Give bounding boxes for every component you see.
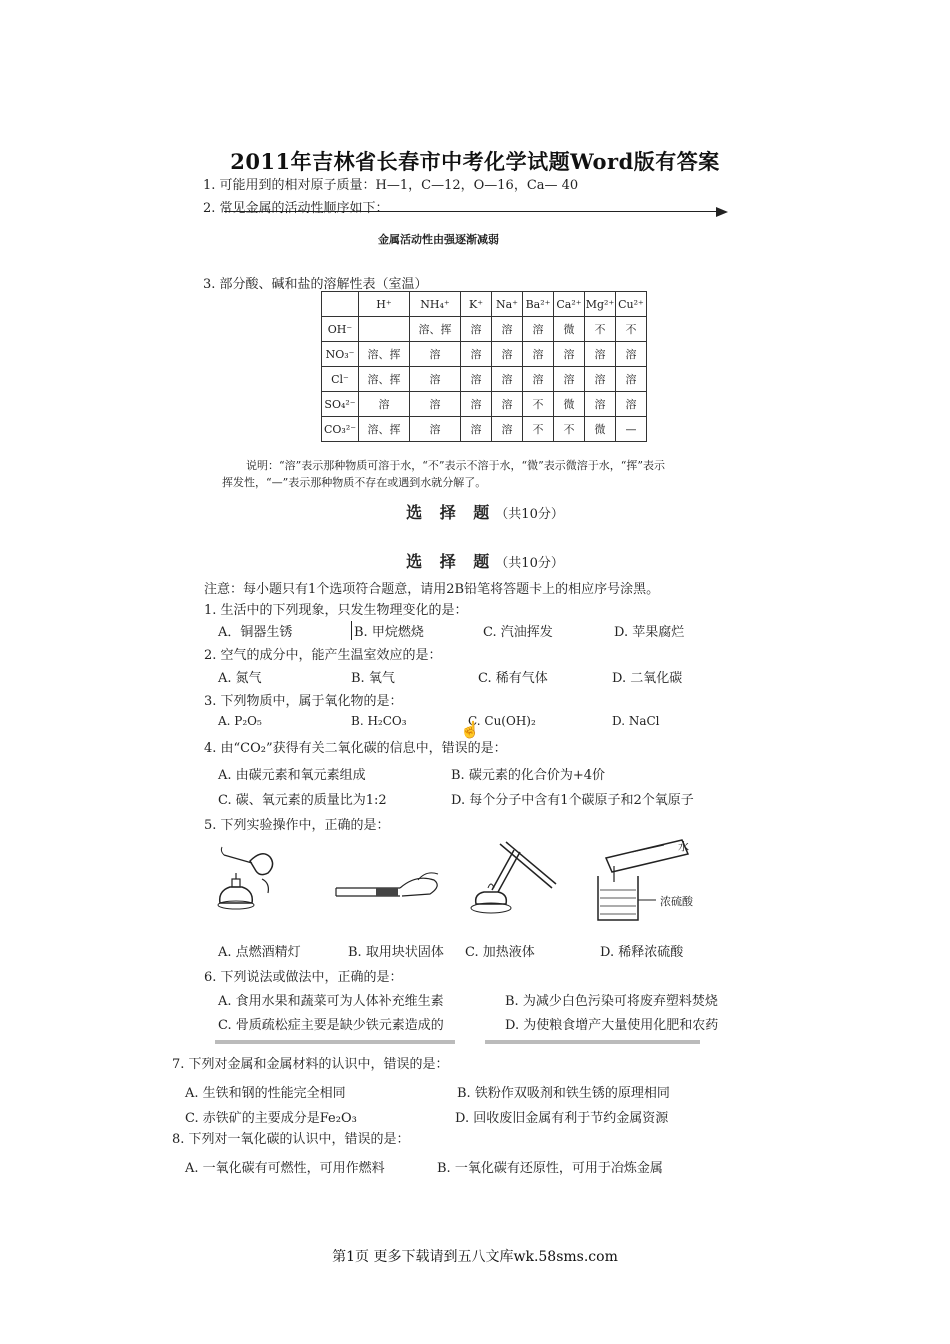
question-stem: 4. 由“CO₂”获得有关二氧化碳的信息中，错误的是： xyxy=(204,741,507,756)
section-score: （共10分） xyxy=(495,556,564,571)
table-cell xyxy=(359,317,410,342)
page-title: 2011年吉林省长春市中考化学试题Word版有答案 xyxy=(230,149,720,174)
table-cell: 溶、挥 xyxy=(359,417,410,442)
table-cell: 不 xyxy=(523,417,554,442)
table-cell: 溶 xyxy=(616,392,647,417)
table-cell: 不 xyxy=(523,392,554,417)
table-cell: 溶、挥 xyxy=(359,342,410,367)
solid-tube-figure xyxy=(330,860,450,905)
table-cell: CO₃²⁻ xyxy=(322,417,359,442)
table-cell: 不 xyxy=(585,317,616,342)
hand-cursor-icon: ☝ xyxy=(460,720,480,739)
table-cell: 溶 xyxy=(616,342,647,367)
section-title: 选 择 题 xyxy=(406,552,496,571)
option: A. 生铁和钢的性能完全相同 xyxy=(185,1086,346,1101)
table-cell: 溶 xyxy=(359,392,410,417)
scan-smudge xyxy=(215,1040,455,1044)
table-cell: 溶 xyxy=(554,342,585,367)
table-cell: 溶 xyxy=(461,317,492,342)
table-cell: 溶 xyxy=(492,417,523,442)
option: D. 回收废旧金属有利于节约金属资源 xyxy=(455,1111,669,1126)
section-title: 选 择 题 xyxy=(406,503,496,522)
option: B. 一氧化碳有还原性，可用于冶炼金属 xyxy=(437,1161,663,1176)
question-stem: 2. 空气的成分中，能产生温室效应的是： xyxy=(204,648,442,663)
solubility-table xyxy=(321,291,647,442)
section-score: （共10分） xyxy=(495,507,564,522)
table-row xyxy=(322,342,647,367)
question-stem: 8. 下列对一氧化碳的认识中，错误的是： xyxy=(172,1132,410,1147)
table-header-row xyxy=(322,292,647,317)
option: B. 取用块状固体 xyxy=(348,945,444,960)
table-cell: 溶 xyxy=(585,367,616,392)
table-cell: 不 xyxy=(616,317,647,342)
table-note-line1: 说明：“溶”表示那种物质可溶于水，“不”表示不溶于水，“微”表示微溶于水，“挥”表示 xyxy=(246,459,665,472)
table-note-line2: 挥发性，“—”表示那种物质不存在或遇到水就分解了。 xyxy=(222,476,487,489)
heating-liquid-figure xyxy=(460,838,560,923)
table-cell: H⁺ xyxy=(359,292,410,317)
option: A．铜器生锈 xyxy=(218,625,293,640)
table-cell: SO₄²⁻ xyxy=(322,392,359,417)
table-cell: Na⁺ xyxy=(492,292,523,317)
option: C. 稀有气体 xyxy=(478,671,548,686)
option: A. 一氧化碳有可燃性，可用作燃料 xyxy=(185,1161,385,1176)
table-cell: 溶 xyxy=(461,392,492,417)
option: D. 每个分子中含有1个碳原子和2个氧原子 xyxy=(451,793,694,808)
option: B. 氧气 xyxy=(351,671,395,686)
option: A. 由碳元素和氧元素组成 xyxy=(218,768,366,783)
note-atomic-mass: 1. 可能用到的相对原子质量：H—1，C—12，O—16，Ca— 40 xyxy=(203,178,579,193)
table-cell: 溶 xyxy=(461,417,492,442)
option: B. H₂CO₃ xyxy=(351,714,407,728)
note-solubility: 3. 部分酸、碱和盐的溶解性表（室温） xyxy=(203,277,428,292)
table-row xyxy=(322,417,647,442)
option: C. 加热液体 xyxy=(465,945,535,960)
table-cell: OH⁻ xyxy=(322,317,359,342)
option: D. 苹果腐烂 xyxy=(614,625,685,640)
arrow-label: 金属活动性由强逐渐减弱 xyxy=(378,233,499,246)
table-cell: 溶 xyxy=(410,392,461,417)
table-cell: Mg²⁺ xyxy=(585,292,616,317)
table-cell: 溶 xyxy=(492,317,523,342)
table-cell: 溶 xyxy=(523,342,554,367)
table-cell: 溶 xyxy=(410,367,461,392)
table-cell: 溶、挥 xyxy=(410,317,461,342)
section-heading xyxy=(0,500,950,523)
option: B. 为减少白色污染可将废弃塑料焚烧 xyxy=(505,994,718,1009)
table-row xyxy=(322,392,647,417)
table-cell: 溶 xyxy=(492,367,523,392)
option: C. Cu(OH)₂ xyxy=(468,714,536,728)
question-stem: 5. 下列实验操作中，正确的是： xyxy=(204,818,390,833)
question-stem: 7. 下列对金属和金属材料的认识中，错误的是： xyxy=(172,1057,449,1072)
table-cell: 溶 xyxy=(410,342,461,367)
table-cell: 溶 xyxy=(523,317,554,342)
option: D. 为使粮食增产大量使用化肥和农药 xyxy=(505,1018,719,1033)
option: B. 甲烷燃烧 xyxy=(351,621,424,640)
table-cell: 微 xyxy=(554,317,585,342)
question-stem: 6. 下列说法或做法中，正确的是： xyxy=(204,970,403,985)
table-cell: 溶 xyxy=(616,367,647,392)
option: C. 骨质疏松症主要是缺少铁元素造成的 xyxy=(218,1018,444,1033)
question-stem: 3. 下列物质中，属于氧化物的是： xyxy=(204,694,403,709)
table-row xyxy=(322,317,647,342)
instruction: 注意：每小题只有1个选项符合题意，请用2B铅笔将答题卡上的相应序号涂黑。 xyxy=(204,582,660,597)
table-cell: 溶 xyxy=(461,342,492,367)
table-cell: Cl⁻ xyxy=(322,367,359,392)
option: C. 赤铁矿的主要成分是Fe₂O₃ xyxy=(185,1111,357,1126)
question-stem: 1. 生活中的下列现象，只发生物理变化的是： xyxy=(204,603,468,618)
option: A. 氮气 xyxy=(218,671,262,686)
table-cell: 溶 xyxy=(585,342,616,367)
table-cell: 溶 xyxy=(461,367,492,392)
note-activity-series: 2. 常见金属的活动性顺序如下： xyxy=(203,201,389,216)
table-cell: 微 xyxy=(554,392,585,417)
table-cell: 微 xyxy=(585,417,616,442)
scan-smudge xyxy=(485,1040,700,1044)
table-cell: Ba²⁺ xyxy=(523,292,554,317)
table-cell: Cu²⁺ xyxy=(616,292,647,317)
table-cell: 溶 xyxy=(492,392,523,417)
table-cell: 溶 xyxy=(410,417,461,442)
table-cell: 溶 xyxy=(585,392,616,417)
arrow-head-icon xyxy=(716,207,728,217)
section-heading-repeat xyxy=(0,549,950,572)
option: D. 二氧化碳 xyxy=(612,671,683,686)
table-cell: 溶 xyxy=(523,367,554,392)
table-cell: — xyxy=(616,417,647,442)
table-cell: Ca²⁺ xyxy=(554,292,585,317)
activity-arrow xyxy=(224,211,720,212)
page-footer: 第1页 更多下载请到五八文库wk.58sms.com xyxy=(332,1249,618,1265)
option: A. 点燃酒精灯 xyxy=(218,945,301,960)
table-cell xyxy=(322,292,359,317)
option: D. 稀释浓硫酸 xyxy=(600,945,684,960)
option: C. 碳、氧元素的质量比为1:2 xyxy=(218,793,387,808)
table-cell: 不 xyxy=(554,417,585,442)
option: C. 汽油挥发 xyxy=(483,625,553,640)
option: A. 食用水果和蔬菜可为人体补充维生素 xyxy=(218,994,444,1009)
table-cell: 溶 xyxy=(554,367,585,392)
table-cell: 溶 xyxy=(492,342,523,367)
option: B. 铁粉作双吸剂和铁生锈的原理相同 xyxy=(457,1086,670,1101)
option: A. P₂O₅ xyxy=(218,714,262,728)
figure-label-water: 水 xyxy=(678,840,689,853)
figure-label-acid: 浓硫酸 xyxy=(660,895,693,908)
table-cell: NO₃⁻ xyxy=(322,342,359,367)
table-cell: K⁺ xyxy=(461,292,492,317)
option: D. NaCl xyxy=(612,714,660,728)
table-cell: 溶、挥 xyxy=(359,367,410,392)
option: B. 碳元素的化合价为+4价 xyxy=(451,768,605,783)
table-cell: NH₄⁺ xyxy=(410,292,461,317)
alcohol-lamp-figure xyxy=(210,843,285,918)
table-row xyxy=(322,367,647,392)
